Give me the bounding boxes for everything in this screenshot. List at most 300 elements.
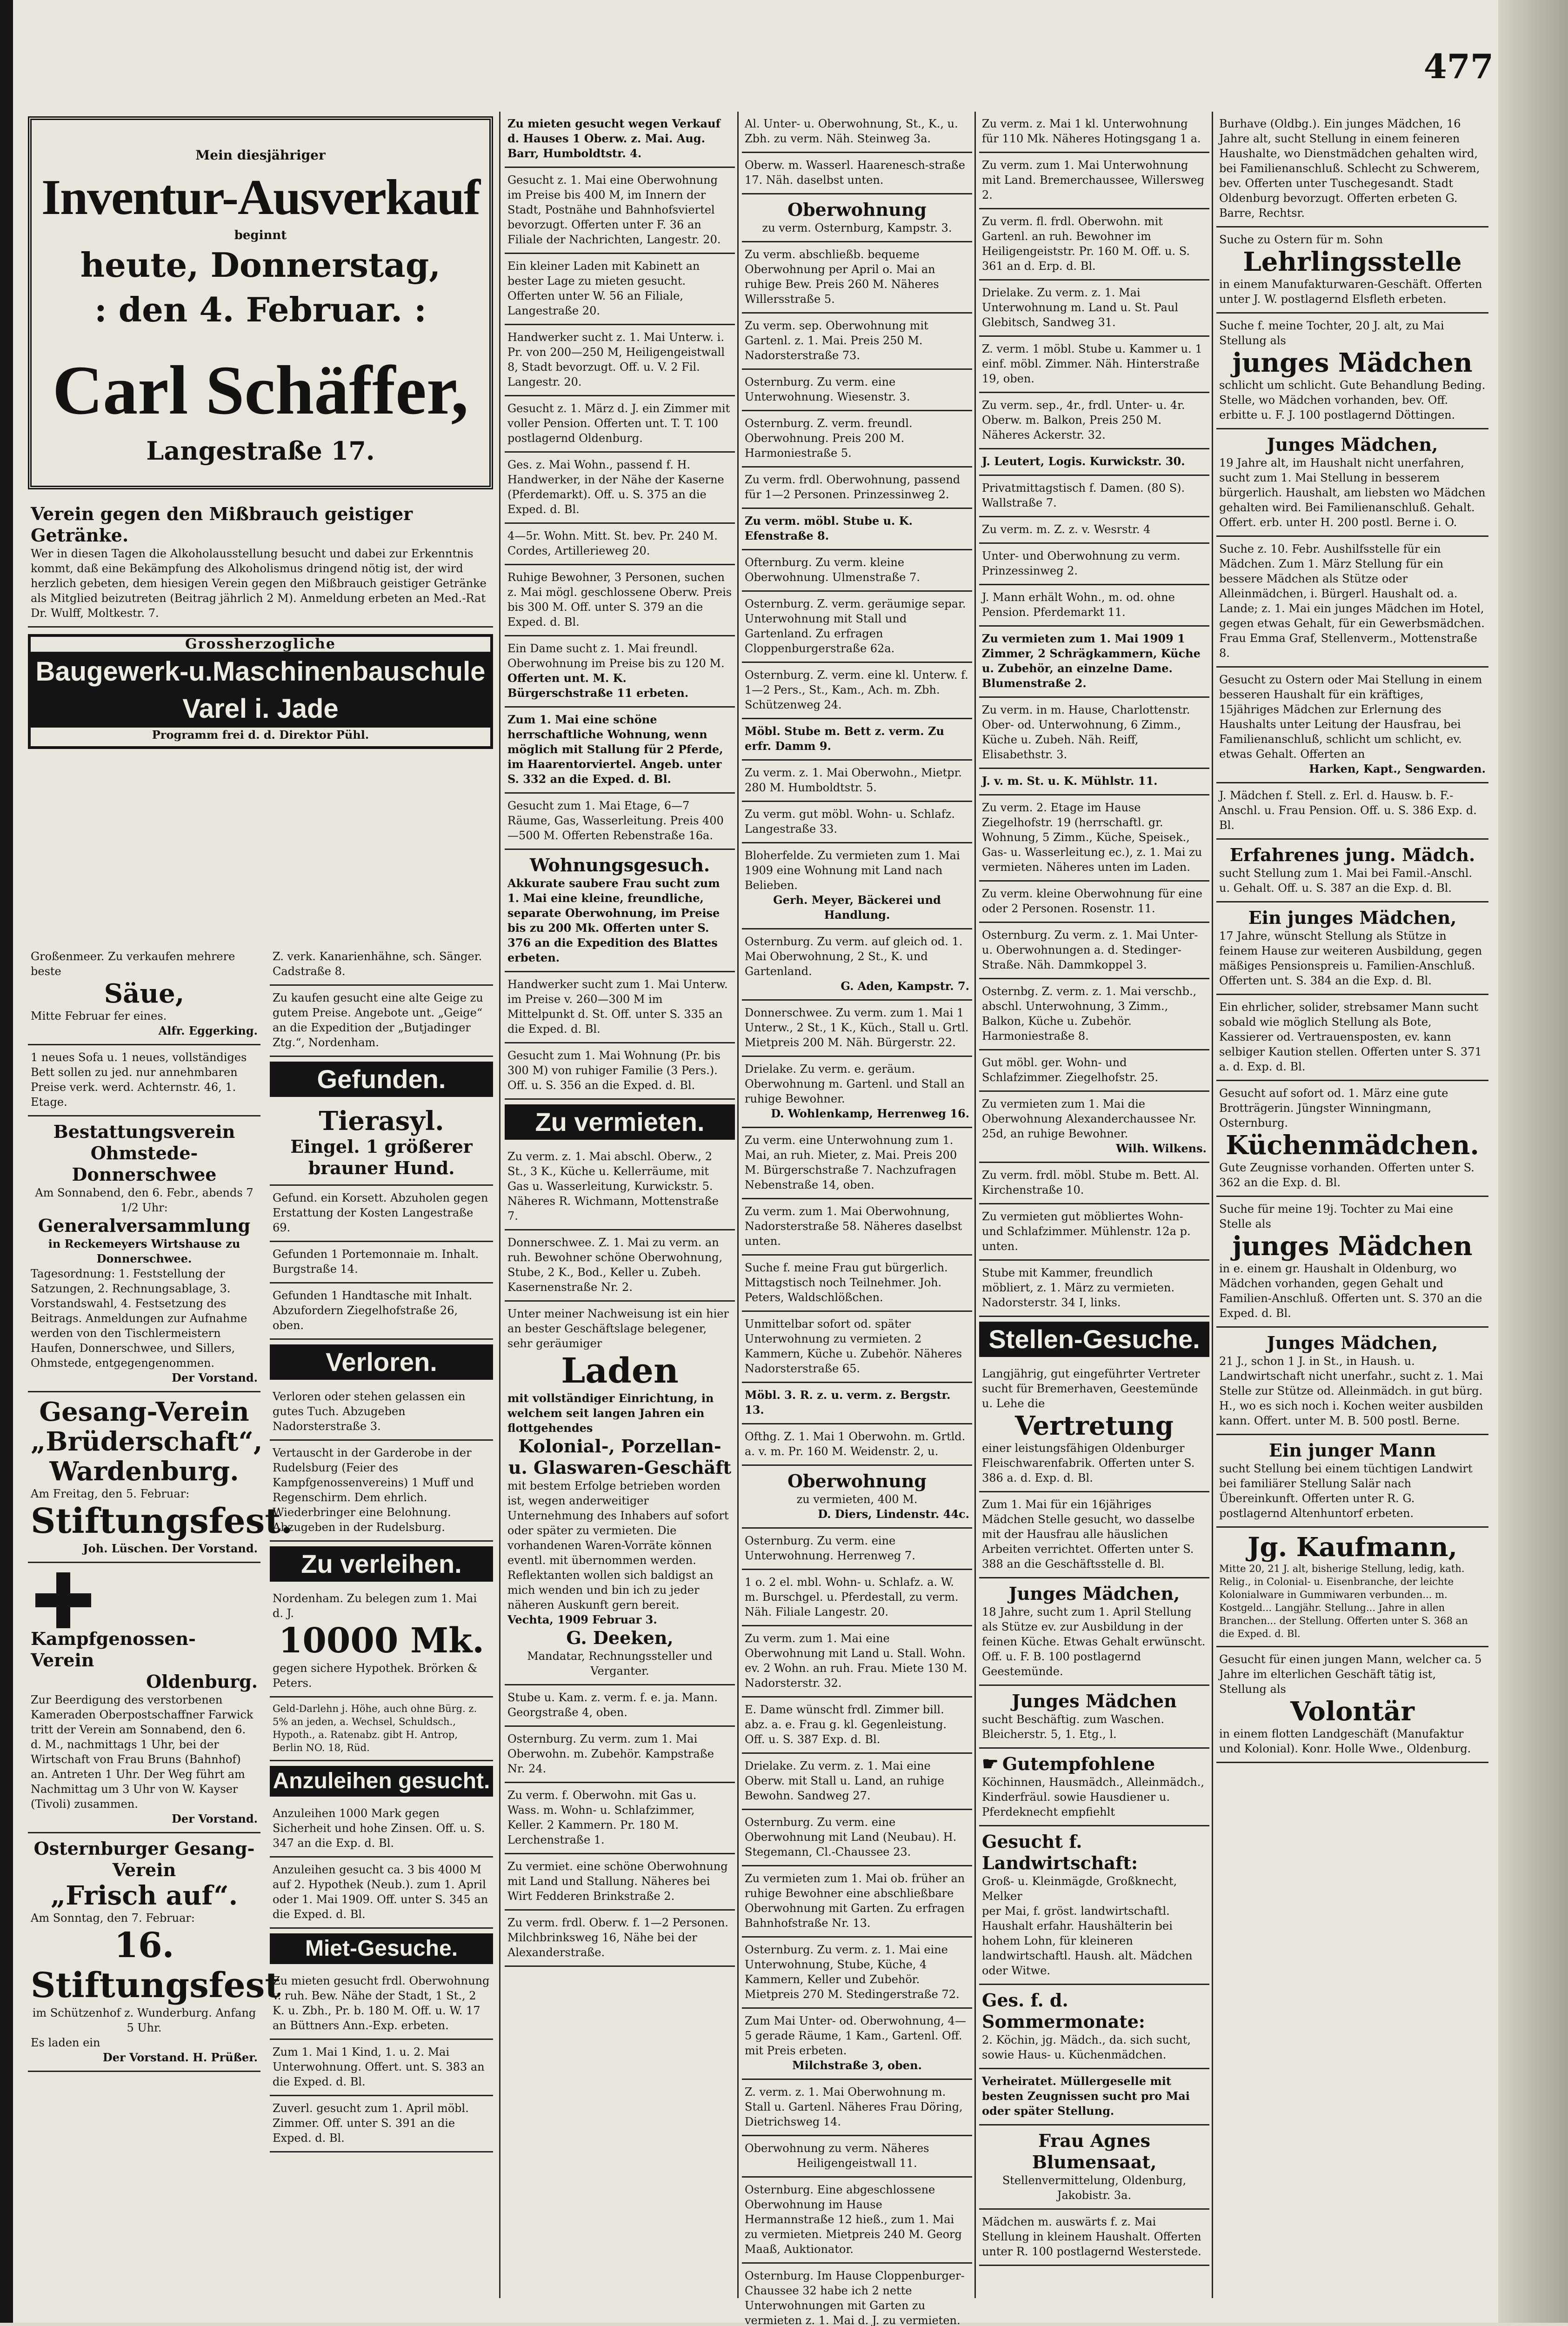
c4-ad-7-text: Privatmittagstisch f. Damen. (80 S). Wallstraße 7. — [982, 481, 1185, 509]
found-bag-text: Gefunden 1 Handtasche mit Inhalt. Abzufordern Ziegelhofstraße 26, oben. — [273, 1289, 473, 1332]
geige-ad — [270, 986, 493, 1057]
inventur-intro: Mein diesjähriger — [195, 147, 326, 163]
found-purse-ad — [270, 1242, 493, 1283]
stellen-banner: Stellen-Gesuche. — [979, 1322, 1209, 1357]
c4-ad-14 — [979, 795, 1209, 882]
c4-ad-19 — [979, 1092, 1209, 1163]
c5-ad-28 — [1216, 1528, 1488, 1647]
c5-ad-30-text: Gesucht für einen jungen Mann, welcher ca. 5 Jahre im elterlichen Geschäft tätig ist, Stellung als — [1219, 1653, 1482, 1696]
c3-ad-25 — [742, 1256, 972, 1312]
inventur-ad — [28, 116, 493, 489]
laden-text: mit vollständiger Einrichtung, in welchem seit langen Jahren ein flottgehendes — [507, 1391, 714, 1435]
found-bag-ad — [270, 1283, 493, 1340]
c3-ad-6 — [742, 370, 972, 411]
c4-ad-3-text: Drielake. Zu verm. z. 1. Mai Unterwohnung m. Land u. St. Paul Glebitsch, Sandweg 31. — [982, 286, 1179, 329]
c5-ad-8-text: 19 Jahre alt, im Haushalt nicht unerfahren, sucht zum 1. Mai Stellung in besserem bürgerlich. Haushalt, am liebsten wo Mädchen gehalten wird. Bei Familienanschluß. Gehalt. Offert. erb. unter H. 200 postl. Berne i. O. — [1219, 456, 1486, 529]
c3-ad-38 — [742, 1866, 972, 1938]
c3-ad-40 — [742, 2009, 972, 2080]
saeue-sig: Alfr. Eggerking. — [158, 1024, 258, 1037]
c3-ad-4-text: Zu verm. abschließb. bequeme Oberwohnung per April o. Mai an ruhige Bew. Preis 260 M. Näheres Willersstraße 5. — [745, 248, 939, 306]
binding-edge — [0, 0, 13, 2323]
col1-left-stack — [28, 944, 293, 2072]
c2-ad-7-text: Ruhige Bewohner, 3 Personen, suchen z. Mai mögl. geschlossene Oberw. Preis bis 300 M. Off. unter S. 379 an die Exped. d. Bl. — [507, 571, 732, 628]
zu-vermieten-banner: Zu vermieten. — [505, 1104, 735, 1140]
c4-ad-18 — [979, 1050, 1209, 1092]
c2-ad-2 — [505, 254, 735, 325]
saeue-line1: Großenmeer. Zu verkaufen mehrere beste — [31, 950, 235, 978]
miet-banner: Miet-Gesuche. — [270, 1933, 493, 1964]
c5-ad-0-text: Burhave (Oldbg.). Ein junges Mädchen, 16 Jahre alt, sucht Stellung in einem feineren Haushalte, wo Dienstmädchen gehalten wird, bei Familienanschluß. Schlecht zu Schwerem, bev. Offerten unter Tuschegesandt. Stadt Oldenburg bevorzugt. Offerten erbeten G. Barre, Rechtsr. — [1219, 117, 1480, 220]
c3-ad-24 — [742, 1199, 972, 1256]
c2-ad-11-text: Gesucht zum 1. Mai Etage, 6—7 Räume, Gas, Wasserleitung. Preis 400—500 M. Offerten Rebenstraße 16a. — [507, 799, 724, 842]
gesang-place: Wardenburg. — [49, 1456, 239, 1487]
c4-ad-12-text: Zu verm. in m. Hause, Charlottenstr. Ober- od. Unterwohnung, 6 Zimm., Küche u. Zubeh. Näh. Reiff, Elisabethstr. 3. — [982, 703, 1190, 761]
geige-text: Zu kaufen gesucht eine alte Geige zu gutem Preise. Angebote unt. „Geige“ an die Expedition der „Butjadinger Ztg.“, Nordenham. — [273, 991, 483, 1049]
c2-ad-11 — [505, 794, 735, 850]
osternburg-title: Osternburger Gesang-Verein — [33, 1838, 255, 1880]
c3-ad-44-text: Heiligengeistwall 11. — [797, 2157, 917, 2170]
c5-ad-18 — [1216, 1081, 1488, 1197]
c3-ad-28-text: Ofthg. Z. 1. Mai 1 Oberwohn. m. Grtld. a. v. m. Pr. 160 M. Weidenstr. 2, u. — [745, 1430, 966, 1458]
c5-ad-20-title: Küchenmädchen. — [1226, 1130, 1479, 1161]
c4-ad-0 — [979, 112, 1209, 153]
anzuleihen-banner: Anzuleihen gesucht. — [270, 1766, 493, 1797]
verleihen-text: Nordenham. Zu belegen zum 1. Mai d. J. — [273, 1592, 477, 1620]
column-rule — [974, 112, 976, 2298]
c5-ad-18-text: Gesucht auf sofort od. 1. März eine gute Brotträgerin. Jüngster Winningmann, Osternburg. — [1219, 1087, 1448, 1130]
c4-ad-7 — [979, 476, 1209, 517]
miet-text-1: Zu mieten gesucht frdl. Oberwohnung v. ruh. Bew. Nähe der Stadt, 1 St., 2 K. u. Zbh., Pr. b. 180 M. Off. u. W. 17 an Büttners Ann.-Exp. erbeten. — [273, 1974, 490, 2032]
verloren-banner: Verloren. — [270, 1344, 493, 1380]
c5-ad-7 — [1216, 429, 1488, 537]
bestattung-sig: Der Vorstand. — [172, 1371, 258, 1384]
stellen-agnes-ad — [979, 2125, 1209, 2210]
c3-ad-12 — [742, 663, 972, 719]
c3-ad-16-text: Bloherfelde. Zu vermieten zum 1. Mai 1909 eine Wohnung mit Land nach Belieben. — [745, 849, 960, 892]
c4-ad-12 — [979, 698, 1209, 769]
c2-ad-15-text: Gesucht zum 1. Mai Wohnung (Pr. bis 300 M) von ruhiger Familie (3 Pers.). Off. u. S. 356 an die Exped. d. Bl. — [507, 1049, 721, 1092]
c3-ad-29-title: Oberwohnung — [787, 1470, 927, 1491]
c3-ad-1-text: Oberw. m. Wasserl. Haarenesch-straße 17. Näh. daselbst unten. — [745, 159, 965, 187]
c5-ad-11-text: Harken, Kapt., Sengwarden. — [1309, 762, 1486, 775]
c5-ad-26-title: Ein junger Mann — [1268, 1440, 1436, 1461]
c4-ad-8 — [979, 517, 1209, 544]
c4-ad-6-text: J. Leutert, Logis. Kurwickstr. 30. — [982, 455, 1185, 468]
tierasyl-ad — [270, 1102, 493, 1186]
page-edge-shadow — [1498, 0, 1568, 2323]
c3-ad-42-text: Z. verm. z. 1. Mai Oberwohnung m. Stall u. Gartenl. Näheres Frau Döring, Dietrichsweg 14. — [745, 2085, 963, 2128]
c5-ad-6-text: schlicht um schlicht. Gute Behandlung Beding. Stelle, wo Mädchen vorhanden, bev. Off. erbitte u. F. J. 100 postlagernd Döttingen. — [1219, 379, 1486, 421]
c3-ad-37-text: Osternburg. Zu verm. eine Oberwohnung mit Land (Neubau). H. Stegemann, Cl.-Chaussee 23. — [745, 1816, 957, 1858]
c3-ad-9 — [742, 509, 972, 550]
column-5 — [1216, 112, 1488, 2298]
c2-ad-0 — [505, 112, 735, 168]
c3-ad-39-text: Osternburg. Zu verm. z. 1. Mai eine Unterwohnung, Stube, Küche, 4 Kammern, Keller und Zubehör. Mietpreis 270 M. Stedingerstraße 72. — [745, 1943, 960, 2001]
c2-ad-29-text: Zu vermiet. eine schöne Oberwohnung mit Land und Stallung. Näheres bei Wirt Fedderen Brinkstraße 2. — [507, 1860, 728, 1903]
stellen-16j-ad — [979, 1492, 1209, 1578]
c5-ad-19-text: Gute Zeugnisse vorhanden. Offerten unter S. 362 an die Exp. d. Bl. — [1219, 1161, 1475, 1189]
c3-ad-41-text: Milchstraße 3, oben. — [792, 2059, 922, 2072]
kampf-sig: Der Vorstand. — [172, 1812, 258, 1825]
c3-ad-34-text: Zu verm. zum 1. Mai eine Oberwohnung mit Land u. Stall. Wohn. ev. 2 Wohn. an ruh. Frau. Miete 130 M. Nadorsterstr. 32. — [745, 1632, 967, 1690]
c5-ad-17 — [1216, 995, 1488, 1081]
c3-ad-16 — [742, 843, 972, 929]
c3-ad-36-text: Drielake. Zu verm. z. 1. Mai eine Oberw. mit Stall u. Land, an ruhige Bewohn. Sandweg 27. — [745, 1759, 944, 1802]
stellen-mueller-ad — [979, 2069, 1209, 2125]
c5-ad-28-title: Jg. Kaufmann, — [1248, 1532, 1457, 1563]
c4-ad-14-text: Zu verm. 2. Etage im Hause Ziegelhofstr. 19 (herrschaftl. gr. Wohnung, 5 Zimm., Küche, Speisek., Gas- u. Wasserleitung ec.), z. 1. Mai zu vermieten. Näheres unten im Laden. — [982, 801, 1202, 874]
c4-ad-15-text: Zu verm. kleine Oberwohnung für eine oder 2 Personen. Rosenstr. 11. — [982, 887, 1202, 915]
laden-date: Vechta, 1909 Februar 3. — [507, 1613, 657, 1626]
c2-ad-26-text: Stube u. Kam. z. verm. f. e. ja. Mann. Georgstraße 4, oben. — [507, 1691, 718, 1719]
c3-ad-35-text: E. Dame wünscht frdl. Zimmer bill. abz. a. e. Frau g. kl. Gegenleistung. Off. u. S. 387 Exp. d. Bl. — [745, 1703, 947, 1746]
c4-ad-23 — [979, 1261, 1209, 1317]
c5-ad-1 — [1216, 227, 1488, 314]
stellen-agnes-title: Frau Agnes Blumensaat, — [1032, 2130, 1157, 2172]
c3-ad-29 — [742, 1466, 972, 1529]
bestattung-date: Am Sonnabend, den 6. Febr., abends 7 1/2 Uhr: — [35, 1186, 254, 1214]
osternburg-date: Am Sonntag, den 7. Februar: — [31, 1912, 195, 1925]
saeue-ad — [28, 944, 260, 1045]
c3-ad-33 — [742, 1570, 972, 1626]
c5-ad-10 — [1216, 668, 1488, 783]
c3-ad-2-text: zu verm. Osternburg, Kampstr. 3. — [762, 221, 952, 234]
stellen-land-title: Gesucht f. Landwirtschaft: — [982, 1831, 1138, 1873]
column-1 — [28, 112, 493, 2298]
c2-ad-1-text: Gesucht z. 1. Mai eine Oberwohnung im Preise bis 400 M, im Innern der Stadt, Postnähe und Bahnhofsviertel bevorzugt. Offerten unter F. 36 an Filiale der Nachrichten, Langestr. 20. — [507, 174, 721, 246]
laden-ad — [505, 1302, 735, 1685]
c3-ad-12-text: Osternburg. Z. verm. eine kl. Unterw. f. 1—2 Pers., St., Kam., Ach. m. Zbh. Schützenweg 24. — [745, 668, 968, 711]
osternburg-name: „Frisch auf“. — [50, 1880, 238, 1911]
c3-ad-26-text: Unmittelbar sofort od. später Unterwohnung zu vermieten. 2 Kammern, Küche u. Zubehör. Näheres Nadorsterstraße 65. — [745, 1317, 962, 1375]
stellen-maedchen-text: Mädchen m. auswärts f. z. Mai Stellung in kleinem Haushalt. Offerten unter R. 100 postlagernd Westerstede. — [982, 2215, 1201, 2258]
c3-ad-10-text: Ofternburg. Zu verm. kleine Oberwohnung. Ulmenstraße 7. — [745, 556, 920, 584]
verein-text: Wer in diesen Tagen die Alkoholausstellung besucht und dabei zur Erkenntnis kommt, daß eine Bekämpfung des Alkoholismus dringend nötig ist, der wird herzlich gebeten, dem hiesigen Verein gegen den Mißbrauch geistiger Getränke als Mitglied beizutreten (Beitrag jährlich 2 M). Anmeldung erbeten an Med.-Rat Dr. Wulff, Moltkestr. 7. — [31, 547, 487, 620]
c5-ad-5-title: junges Mädchen — [1232, 348, 1473, 378]
c3-ad-8-text: Zu verm. frdl. Oberwohnung, passend für 1—2 Personen. Prinzessinweg 2. — [745, 473, 961, 501]
c4-ad-5-text: Zu verm. sep., 4r., frdl. Unter- u. 4r. Oberw. m. Balkon, Preis 250 M. Näheres Ackerstr. 32. — [982, 399, 1185, 441]
tierasyl-title: Tierasyl. — [319, 1106, 444, 1136]
c5-ad-21-text: Suche für meine 19j. Tochter zu Mai eine Stelle als — [1219, 1203, 1454, 1230]
gesang-title: Gesang-Verein — [39, 1397, 249, 1427]
c3-ad-14 — [742, 761, 972, 802]
c2-ad-4 — [505, 396, 735, 453]
c4-ad-15 — [979, 882, 1209, 923]
c4-ad-3 — [979, 281, 1209, 337]
found-purse-text: Gefunden 1 Portemonnaie m. Inhalt. Burgstraße 14. — [273, 1248, 479, 1276]
verleihen-banner: Zu verleihen. — [270, 1546, 493, 1582]
saeue-line2: Mitte Februar fer eines. — [31, 1009, 167, 1023]
c3-ad-23-text: Zu verm. eine Unterwohnung zum 1. Mai, an ruh. Mieter, z. Mai. Preis 200 M. Bürgerschstraße 7. Nachzufragen Nebenstraße 14, oben. — [745, 1134, 957, 1191]
stellen-jm2-title: Junges Mädchen — [1012, 1691, 1177, 1711]
c4-ad-22-text: Zu vermieten gut möbliertes Wohn- und Schlafzimmer. Mühlenstr. 12a p. unten. — [982, 1210, 1191, 1253]
c4-ad-1-text: Zu verm. zum 1. Mai Unterwohnung mit Land. Bremerchaussee, Willersweg 2. — [982, 159, 1205, 201]
inventur-address: Langestraße 17. — [146, 436, 375, 466]
c4-ad-5 — [979, 393, 1209, 449]
c2-ad-10-text: Zum 1. Mai eine schöne herrschaftliche Wohnung, wenn möglich mit Stallung für 2 Pferde, im Haarentorviertel. Angeb. unter S. 332 an die Exped. d. Bl. — [507, 713, 723, 786]
inventur-date-1: heute, Donnerstag, — [80, 245, 441, 285]
bestattung-gv: Generalversammlung — [38, 1215, 251, 1236]
c4-ad-19-text: Zu vermieten zum 1. Mai die Oberwohnung Alexanderchaussee Nr. 25d, an ruhige Bewohner. — [982, 1097, 1196, 1140]
c2-ad-8 — [505, 636, 735, 708]
c5-ad-26 — [1216, 1435, 1488, 1528]
gesang-ad — [28, 1392, 293, 1563]
c4-ad-11-text: Zu vermieten zum 1. Mai 1909 1 Zimmer, 2 Schrägkammern, Küche u. Zubehör, an einzelne Dame. Blumenstraße 2. — [982, 632, 1201, 690]
c2-ad-4-text: Gesucht z. 1. März d. J. ein Zimmer mit voller Pension. Offerten unt. T. T. 100 postlagernd Oldenburg. — [507, 402, 730, 445]
lost-cloth-text: Verloren oder stehen gelassen ein gutes Tuch. Abzugeben Nadorsterstraße 3. — [273, 1390, 466, 1433]
c2-ad-27 — [505, 1727, 735, 1783]
lost-muff-ad — [270, 1441, 493, 1542]
verleihen-ad — [270, 1586, 493, 1698]
c4-ad-23-text: Stube mit Kammer, freundlich möbliert, z. 1. März zu vermieten. Nadorsterstr. 34 I, links. — [982, 1266, 1175, 1309]
anzuleihen-ad-2 — [270, 1858, 493, 1929]
c3-ad-26 — [742, 1312, 972, 1383]
c4-ad-2 — [979, 209, 1209, 281]
c5-ad-23-text: in e. einem gr. Haushalt in Oldenburg, wo Mädchen vorhanden, gegen Gehalt und Familien-Anschluß. Offerten unt. S. 370 an die Exped. d. Bl. — [1219, 1262, 1482, 1320]
laden-body: mit bestem Erfolge betrieben worden ist, wegen anderweitiger Unternehmung des Inhabers auf sofort oder später zu vermieten. Die vorhandenen Waren-Vorräte können eventl. mit übernommen werden. Reflektanten wollen sich baldigst an mich wenden und bin ich zu jeder näheren Auskunft gern bereit. — [507, 1479, 729, 1611]
laden-intro: Unter meiner Nachweisung ist ein hier an bester Geschäftslage belegener, sehr geräumiger — [507, 1307, 729, 1350]
anzuleihen-text-1: Anzuleihen 1000 Mark gegen Sicherheit und hohe Zinsen. Off. u. S. 347 an die Exp. d. Bl. — [273, 1807, 485, 1850]
c2-ad-1 — [505, 168, 735, 254]
school-sub: Programm frei d. d. Direktor Pühl. — [152, 728, 369, 742]
c3-ad-27 — [742, 1383, 972, 1424]
c2-ad-16-text: Zu verm. z. 1. Mai abschl. Oberw., 2 St., 3 K., Küche u. Kellerräume, mit Gas u. Wasserleitung, Kurwickstr. 5. Näheres R. Wichmann, Mottenstraße 7. — [507, 1150, 719, 1223]
c4-ad-20-text: Wilh. Wilkens. — [1116, 1142, 1207, 1155]
c4-ad-4-text: Z. verm. 1 möbl. Stube u. Kammer u. 1 einf. möbl. Zimmer. Näh. Hinterstraße 19, oben. — [982, 342, 1202, 385]
stellen-sommer-text: 2. Köchin, jg. Mädch., da. sich sucht, sowie Haus- u. Küchenmädchen. — [982, 2033, 1191, 2061]
c3-ad-30-text: zu vermieten, 400 M. — [796, 1493, 918, 1506]
c4-ad-16-text: Osternburg. Zu verm. z. 1. Mai Unter- u. Oberwohnungen a. d. Stedinger-Straße. Näh. Dammkoppel 3. — [982, 929, 1198, 971]
c3-ad-20-text: Donnerschwee. Zu verm. zum 1. Mai 1 Unterw., 2 St., 1 K., Küch., Stall u. Grtl. Mietpreis 200 M. Näh. Bürgerstr. 22. — [745, 1006, 969, 1049]
c3-ad-39 — [742, 1938, 972, 2009]
c2-ad-0-text: Zu mieten gesucht wegen Verkauf d. Hauses 1 Oberw. z. Mai. Aug. Barr, Humboldtstr. 4. — [507, 117, 721, 160]
c2-ad-3 — [505, 325, 735, 396]
miet-ad-3 — [270, 2096, 493, 2152]
c5-ad-14-text: sucht Stellung zum 1. Mai bei Famil.-Anschl. u. Gehalt. Off. u. S. 387 an die Exp. d. Bl. — [1219, 867, 1473, 895]
c3-ad-10 — [742, 550, 972, 592]
sofa-ad — [28, 1045, 260, 1116]
stellen-gut-text: Köchinnen, Hausmädch., Alleinmädch., Kinderfräul. sowie Hausdiener u. Pferdeknecht empfiehlt — [982, 1776, 1204, 1818]
stellen-vertretung-ad — [979, 1362, 1209, 1492]
c2-ad-28 — [505, 1783, 735, 1854]
c3-ad-13 — [742, 719, 972, 761]
c4-ad-21 — [979, 1163, 1209, 1204]
c4-ad-9-text: Unter- und Oberwohnung zu verm. Prinzessinweg 2. — [982, 549, 1181, 577]
c5-ad-31-title: Volontär — [1290, 1696, 1415, 1727]
stellen-jm1-text: 18 Jahre, sucht zum 1. April Stellung als Stütze ev. zur Ausbildung in der feinen Küche. Etwas Gehalt erwünscht. Off. u. F. B. 100 postlagernd Geestemünde. — [982, 1605, 1206, 1678]
c4-ad-9 — [979, 544, 1209, 585]
c3-ad-11-text: Osternburg. Z. verm. geräumige separ. Unterwohnung mit Stall und Gartenland. Zu erfragen Cloppenburgerstraße 62a. — [745, 597, 966, 655]
stellen-agnes-text: Stellenvermittelung, Oldenburg, Jakobistr. 3a. — [1002, 2174, 1187, 2202]
inventur-firm: Carl Schäffer, — [52, 352, 469, 429]
c2-ad-5-text: Ges. z. Mai Wohn., passend f. H. Handwerker, in der Nähe der Kaserne (Pferdemarkt). Off. u. S. 375 an die Exped. d. Bl. — [507, 458, 724, 516]
miet-text-3: Zuverl. gesucht zum 1. April möbl. Zimmer. Off. unter S. 391 an die Exped. d. Bl. — [273, 2102, 469, 2145]
c2-ad-16 — [505, 1144, 735, 1230]
kampf-title: Kampfgenossen-Verein — [31, 1628, 196, 1671]
c2-ad-2-text: Ein kleiner Laden mit Kabinett an bester Lage zu mieten gesucht. Offerten unter W. 56 an Filiale, Langestraße 20. — [507, 260, 700, 317]
c3-ad-42 — [742, 2080, 972, 2136]
tierasyl-text: Eingel. 1 größerer brauner Hund. — [290, 1136, 473, 1178]
stellen-gut-ad — [979, 1749, 1209, 1826]
c5-ad-24-title: Junges Mädchen, — [1267, 1332, 1438, 1353]
osternburg-invite: Es laden ein — [31, 2036, 100, 2049]
c5-ad-25-text: 21 J., schon 1 J. in St., in Haush. u. Landwirtschaft nicht unerfahr., sucht z. 1. Mai Stelle zur Stütze od. Alleinmädch. in gut bürg. H., wo es sich noch i. Kochen weiter ausbilden kann. Offert. unter M. B. 500 postl. Berne. — [1219, 1355, 1483, 1427]
verleihen-amount: 10000 Mk. — [278, 1621, 485, 1661]
stellen-jm1-title: Junges Mädchen, — [1008, 1583, 1180, 1604]
c3-ad-45-text: Osternburg. Eine abgeschlossene Oberwohnung im Hause Hermannstraße 12 hieß., zum 1. Mai zu vermieten. Mietpreis 240 M. Georg Maaß, Auktionator. — [745, 2183, 962, 2256]
c3-ad-34 — [742, 1626, 972, 1698]
bestattung-place: in Reckemeyers Wirtshause zu Donnerschwee. — [48, 1237, 240, 1265]
c3-ad-17-text: Gerh. Meyer, Bäckerei und Handlung. — [773, 893, 941, 922]
inventur-date-2: : den 4. Februar. : — [94, 290, 427, 329]
verleihen-sig: gegen sichere Hypothek. Brörken & Peters. — [273, 1662, 478, 1690]
c3-ad-8 — [742, 468, 972, 509]
stellen-jm1-ad — [979, 1578, 1209, 1686]
c3-ad-37 — [742, 1810, 972, 1866]
c5-ad-32-text: in einem flotten Landgeschäft (Manufaktur und Kolonial). Konr. Holle Wwe., Oldenburg. — [1219, 1727, 1471, 1755]
c4-ad-21-text: Zu verm. frdl. möbl. Stube m. Bett. Al. Kirchenstraße 10. — [982, 1169, 1199, 1196]
laden-sig: G. Deeken, — [566, 1627, 674, 1648]
stellen-sommer-ad — [979, 1985, 1209, 2069]
c2-ad-10 — [505, 708, 735, 794]
c5-ad-10-text: Gesucht zu Ostern oder Mai Stellung in einem besseren Haushalt für ein kräftiges, 15jähriges Mädchen zur Erlernung des Haushalts unter Leitung der Hausfrau, bei Familienanschluß, schlicht um schlicht, ev. etwas Gehalt. Offerten an — [1219, 673, 1482, 761]
c3-ad-43-text: Oberwohnung zu verm. Näheres — [745, 2142, 929, 2155]
c5-ad-30 — [1216, 1647, 1488, 1763]
c4-ad-10 — [979, 585, 1209, 627]
c2-ad-5 — [505, 453, 735, 524]
c3-ad-21 — [742, 1057, 972, 1128]
c2-ad-28-text: Zu verm. f. Oberwohn. mit Gas u. Wass. m. Wohn- u. Schlafzimmer, Keller. 2 Kammern. Pr. 180 M. Lerchenstraße 1. — [507, 1789, 697, 1846]
c3-ad-46 — [742, 2264, 972, 2326]
stellen-vertretung-text: einer leistungsfähigen Oldenburger Fleischwarenfabrik. Offerten unter S. 386 a. d. Exp. d. Bl. — [982, 1442, 1195, 1484]
found-corset-ad — [270, 1186, 493, 1242]
c3-ad-36 — [742, 1754, 972, 1810]
c5-ad-21 — [1216, 1197, 1488, 1328]
c2-ad-29 — [505, 1854, 735, 1911]
c3-ad-40-text: Zum Mai Unter- od. Oberwohnung, 4—5 gerade Räume, 1 Kam., Gartenl. Off. mit Preis erbeten. — [745, 2014, 966, 2057]
column-rule — [737, 112, 739, 2298]
c2-ad-8-text: Ein Dame sucht z. 1. Mai freundl. Oberwohnung im Preise bis zu 120 M. — [507, 642, 725, 670]
c3-ad-32-text: Osternburg. Zu verm. eine Unterwohnung. Herrenweg 7. — [745, 1534, 915, 1562]
stellen-land-sub: Groß- u. Kleinmägde, Großknecht, Melker — [982, 1875, 1177, 1903]
c3-ad-5-text: Zu verm. sep. Oberwohnung mit Gartenl. z. 1. Mai. Preis 250 M. Nadorsterstraße 73. — [745, 319, 928, 362]
anzuleihen-ad-1 — [270, 1801, 493, 1858]
stellen-jm2-text: sucht Beschäftig. zum Waschen. Bleicherstr. 5, 1. Etg., l. — [982, 1713, 1165, 1741]
inventur-begins: beginnt — [234, 228, 287, 242]
inventur-headline: Inventur-Ausverkauf — [41, 170, 480, 225]
c5-ad-3-text: in einem Manufakturwaren-Geschäft. Offerten unter J. W. postlagernd Elsfleth erbeten. — [1219, 278, 1482, 306]
c4-ad-17 — [979, 979, 1209, 1050]
bestattung-ad — [28, 1116, 260, 1392]
c3-ad-46-text: Osternburg. Im Hause Cloppenburger-Chaussee 32 habe ich 2 nette Unterwohnungen mit Garten zu vermieten z. 1. Mai d. J. zu vermieten. — [745, 2269, 965, 2326]
osternburg-sig: Der Vorstand. H. Prüßer. — [102, 2051, 258, 2064]
stellen-vertretung-title: Vertretung — [1015, 1410, 1174, 1441]
laden-title: Laden — [561, 1351, 679, 1391]
c5-ad-27-text: sucht Stellung bei einem tüchtigen Landwirt bei familiärer Stellung Salär nach Übereinkunft. Offerten unter R. G. postlagernd Altenhuntorf erbeten. — [1219, 1462, 1473, 1520]
gesang-fest: Stiftungsfest. — [31, 1501, 293, 1541]
c5-ad-24 — [1216, 1328, 1488, 1435]
kampf-place: Oldenburg. — [146, 1671, 258, 1692]
column-2 — [505, 112, 735, 2298]
gesang-date: Am Freitag, den 5. Februar: — [31, 1487, 190, 1500]
geld-text: Geld-Darlehn j. Höhe, auch ohne Bürg. z. 5% an jeden, a. Wechsel, Schuldsch., Hypoth., a. Ratenabz. gibt H. Antrop, Berlin NO. 18, Rüd. — [273, 1703, 477, 1753]
c3-ad-15 — [742, 802, 972, 843]
c4-ad-2-text: Zu verm. fl. frdl. Oberwohn. mit Gartenl. an ruh. Bewohner im Heiligengeiststr. Pr. 160 M. Off. u. S. 361 an d. Erp. d. Bl. — [982, 215, 1190, 273]
c5-ad-0 — [1216, 112, 1488, 227]
c2-ad-15 — [505, 1043, 735, 1100]
c3-ad-0 — [742, 112, 972, 153]
stellen-16j-text: Zum 1. Mai für ein 16jähriges Mädchen Stelle gesucht, wo dasselbe mit der Hausfrau alle häuslichen Arbeiten verrichtet. Offerten unter S. 388 an die Geschäftsstelle d. Bl. — [982, 1498, 1195, 1571]
c4-ad-13-text: J. v. m. St. u. K. Mühlstr. 11. — [982, 774, 1158, 788]
c2-ad-17-text: Donnerschwee. Z. 1. Mai zu verm. an ruh. Bewohner schöne Oberwohnung, Stube, 2 K., Bod., Keller u. Zubeh. Kasernenstraße Nr. 2. — [507, 1236, 723, 1294]
stellen-gut-title — [982, 1753, 1207, 1775]
c5-ad-7-title: Junges Mädchen, — [1267, 434, 1438, 455]
gefunden-banner: Gefunden. — [270, 1062, 493, 1097]
column-4 — [979, 112, 1209, 2298]
c3-ad-7-text: Osternburg. Z. verm. freundl. Oberwohnung. Preis 200 M. Harmoniestraße 5. — [745, 417, 913, 460]
c2-ad-27-text: Osternburg. Zu verm. zum 1. Mai Oberwohn. m. Zubehör. Kampstraße Nr. 24. — [507, 1732, 714, 1775]
c4-ad-18-text: Gut möbl. ger. Wohn- und Schlafzimmer. Ziegelhofstr. 25. — [982, 1056, 1159, 1084]
c3-ad-1 — [742, 153, 972, 194]
c3-ad-25-text: Suche f. meine Frau gut bürgerlich. Mittagstisch noch Teilnehmer. Joh. Peters, Waldschlößchen. — [745, 1261, 948, 1304]
c3-ad-14-text: Zu verm. z. 1. Mai Oberwohn., Mietpr. 280 M. Humboldtstr. 5. — [745, 766, 962, 794]
c5-ad-9 — [1216, 537, 1488, 668]
c5-ad-15-title: Ein junges Mädchen, — [1248, 907, 1457, 928]
gesang-sig: Joh. Lüschen. Der Vorstand. — [83, 1542, 258, 1555]
anzuleihen-text-2: Anzuleihen gesucht ca. 3 bis 4000 M auf 2. Hypothek (Neub.). zum 1. April oder 1. Mai 1909. Off. unter S. 345 an die Exped. d. Bl. — [273, 1863, 488, 1921]
osternburg-fest: 16. Stiftungsfest — [31, 1925, 281, 2005]
c3-ad-22-text: D. Wohlenkamp, Herrenweg 16. — [771, 1107, 969, 1120]
c5-ad-13-title: Erfahrenes jung. Mädch. — [1229, 844, 1475, 865]
c5-ad-12-text: J. Mädchen f. Stell. z. Erl. d. Hausw. b. F.-Anschl. u. Frau Pension. Off. u. S. 386 Exp. d. Bl. — [1219, 789, 1477, 832]
c3-ad-32 — [742, 1529, 972, 1570]
c2-ad-6 — [505, 524, 735, 565]
c3-ad-21-text: Drielake. Zu verm. e. geräum. Oberwohnung m. Gartenl. und Stall an ruhige Bewohner. — [745, 1063, 965, 1105]
stellen-gut-label: Gutempfohlene — [1002, 1753, 1155, 1774]
verein-ad — [28, 499, 493, 628]
c2-ad-14 — [505, 972, 735, 1043]
c3-ad-35 — [742, 1698, 972, 1754]
c5-ad-4-text: Suche f. meine Tochter, 20 J. alt, zu Mai Stellung als — [1219, 319, 1444, 347]
c5-ad-12 — [1216, 783, 1488, 840]
c2-ad-26 — [505, 1685, 735, 1727]
c4-ad-11 — [979, 627, 1209, 698]
c3-ad-20 — [742, 1001, 972, 1057]
miet-ad-1 — [270, 1969, 493, 2040]
c2-ad-3-text: Handwerker sucht z. 1. Mai Unterw. i. Pr. von 200—250 M, Heiligengeistwall 8, Stadt bevorzugt. Off. u. V. 2 Fil. Langestr. 20. — [507, 331, 725, 388]
stellen-mueller-text: Verheiratet. Müllergeselle mit besten Zeugnissen sucht pro Mai oder später Stellung. — [982, 2074, 1190, 2118]
bestattung-title: Bestattungsverein Ohmstede-Donnerschwee — [53, 1121, 235, 1185]
c4-ad-13 — [979, 769, 1209, 795]
pointing-hand-icon: ☛ — [982, 1753, 999, 1775]
laden-role: Mandatar, Rechnungssteller und Verganter. — [527, 1650, 713, 1678]
miet-text-2: Zum 1. Mai 1 Kind, 1. u. 2. Mai Unterwohnung. Offert. unt. S. 383 an die Exped. d. Bl. — [273, 2045, 485, 2088]
c2-ad-12 — [505, 850, 735, 972]
verein-title: Verein gegen den Mißbrauch geistiger Getränke. — [31, 503, 413, 546]
column-3 — [742, 112, 972, 2326]
c3-ad-45 — [742, 2178, 972, 2264]
c4-ad-17-text: Osternbg. Z. verm. z. 1. Mai verschb., abschl. Unterwohnung, 3 Zimm., Balkon, Küche u. Zubehör. Harmoniestraße 8. — [982, 985, 1197, 1043]
c3-ad-2-title: Oberwohnung — [787, 199, 927, 220]
c5-ad-17-text: Ein ehrlicher, solider, strebsamer Mann sucht sobald wie möglich Stellung als Bote, Kassierer od. Vertrauensposten, ev. kann selbiger Kaution stellen. Offerten unter S. 371 a. d. Exp. d. Bl. — [1219, 1001, 1482, 1073]
c3-ad-6-text: Osternburg. Zu verm. eine Unterwohnung. Wiesenstr. 3. — [745, 375, 910, 403]
c4-ad-10-text: J. Mann erhält Wohn., m. od. ohne Pension. Pferdemarkt 11. — [982, 591, 1175, 619]
c5-ad-2-title: Lehrlingsstelle — [1243, 247, 1462, 277]
c3-ad-27-text: Möbl. 3. R. z. u. verm. z. Bergstr. 13. — [745, 1388, 951, 1417]
column-rule — [499, 112, 500, 2298]
c3-ad-19-text: G. Aden, Kampstr. 7. — [841, 979, 969, 993]
sofa-text: 1 neues Sofa u. 1 neues, vollständiges Bett sollen zu jed. nur annehmbaren Preise verk. werd. Achternstr. 46, 1. Etage. — [31, 1051, 247, 1109]
